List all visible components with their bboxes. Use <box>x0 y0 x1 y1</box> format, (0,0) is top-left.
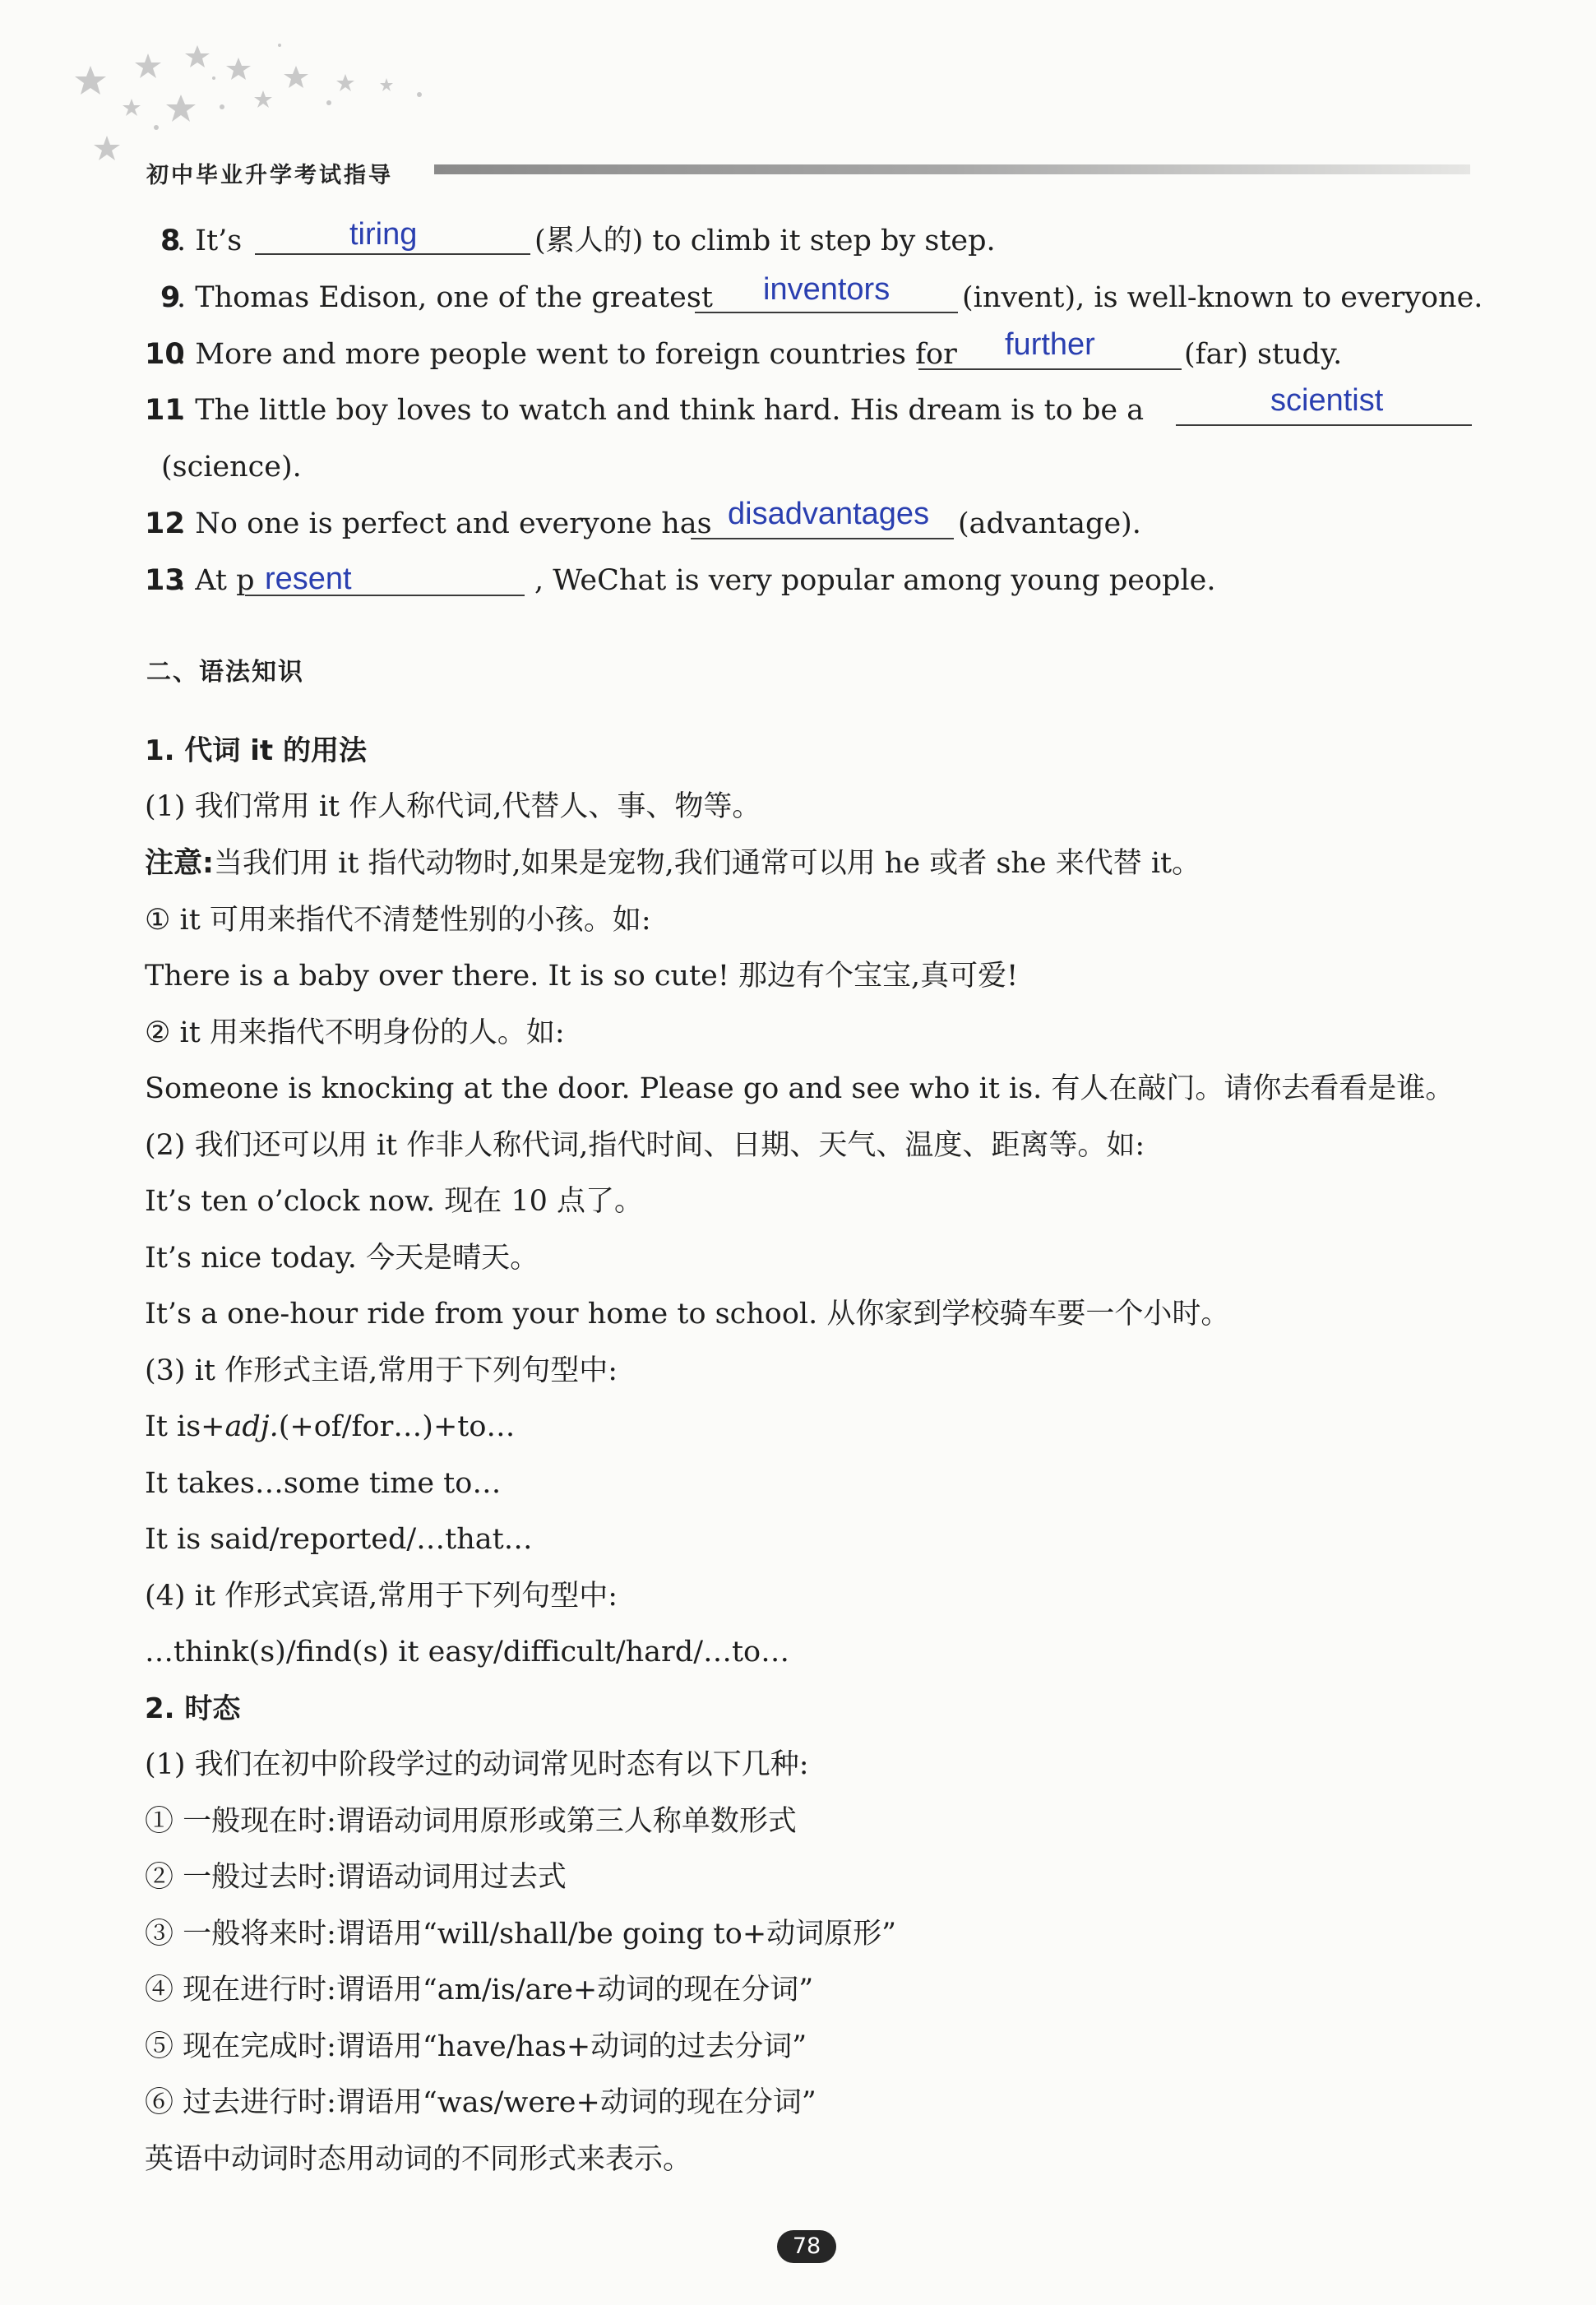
grammar-example: It’s ten o’clock now. 现在 10 点了。 <box>145 1185 644 1218</box>
exercise-number: 8 <box>160 224 181 257</box>
header-rule <box>434 164 1470 174</box>
page-number: 78 <box>777 2230 836 2263</box>
stars-decoration-icon <box>58 29 452 169</box>
pattern-part: adj. <box>224 1410 279 1443</box>
grammar-line: (1) 我们在初中阶段学过的动词常见时态有以下几种: <box>145 1748 809 1781</box>
exercise-text: (far) study. <box>1184 338 1343 371</box>
exercise-text: (累人的) to climb it step by step. <box>534 224 996 257</box>
exercise-number: 11 <box>145 394 185 427</box>
grammar-example: It’s a one-hour ride from your home to school. 从你家到学校骑车要一个小时。 <box>145 1298 1230 1331</box>
note-line <box>145 849 1200 878</box>
exercise-number: 9 <box>160 281 181 314</box>
exercise-text: . It’s <box>177 224 243 257</box>
exercise-text: (science). <box>161 451 302 484</box>
exercise-text: (invent), is well-known to everyone. <box>962 281 1483 314</box>
grammar-example: It’s nice today. 今天是晴天。 <box>145 1242 539 1275</box>
exercise-text: . At p <box>177 564 255 597</box>
handwritten-answer: inventors <box>763 272 891 307</box>
tense-item: ① 一般现在时:谓语动词用原形或第三人称单数形式 <box>145 1805 797 1838</box>
note-label: 注意: <box>145 847 214 880</box>
handwritten-answer: further <box>1005 327 1095 362</box>
handwritten-answer: tiring <box>349 217 418 252</box>
exercise-text: . More and more people went to foreign countries for <box>177 338 957 371</box>
grammar-heading-2: 2. 时态 <box>145 1692 241 1725</box>
handwritten-answer: scientist <box>1270 383 1384 418</box>
grammar-example: Someone is knocking at the door. Please go and see who it is. 有人在敲门。请你去看看是谁。 <box>145 1072 1455 1105</box>
sentence-pattern: It is said/reported/…that… <box>145 1523 533 1556</box>
grammar-line: (1) 我们常用 it 作人称代词,代替人、事、物等。 <box>145 790 761 823</box>
note-text: 当我们用 it 指代动物时,如果是宠物,我们通常可以用 he 或者 she 来代替 it。 <box>214 847 1201 880</box>
sentence-pattern <box>145 1410 516 1443</box>
grammar-line: (2) 我们还可以用 it 作非人称代词,指代时间、日期、天气、温度、距离等。如: <box>145 1129 1145 1162</box>
exercise-number: 12 <box>145 507 185 540</box>
grammar-line: (3) it 作形式主语,常用于下列句型中: <box>145 1354 618 1387</box>
exercise-text: . The little boy loves to watch and think hard. His dream is to be a <box>177 396 1145 425</box>
tense-item: ④ 现在进行时:谓语用“am/is/are+动词的现在分词” <box>145 1974 814 2006</box>
sentence-pattern: It takes…some time to… <box>145 1467 502 1500</box>
tense-item: ⑤ 现在完成时:谓语用“have/has+动词的过去分词” <box>145 2030 807 2063</box>
pattern-part: It is+ <box>145 1410 225 1443</box>
grammar-line: 英语中动词时态用动词的不同形式来表示。 <box>145 2143 692 2176</box>
book-title: 初中毕业升学考试指导 <box>146 163 393 188</box>
pattern-part: (+of/for…)+to… <box>278 1410 516 1443</box>
tense-item: ③ 一般将来时:谓语用“will/shall/be going to+动词原形” <box>145 1918 897 1951</box>
exercise-text: , WeChat is very popular among young people. <box>534 564 1216 597</box>
exercise-text: . Thomas Edison, one of the greatest <box>177 281 713 314</box>
exercise-text: . No one is perfect and everyone has <box>177 507 712 540</box>
section-title: 二、语法知识 <box>146 658 304 687</box>
grammar-example: There is a baby over there. It is so cute! 那边有个宝宝,真可爱! <box>145 960 1019 993</box>
exercise-text: (advantage). <box>958 507 1141 540</box>
exercise-number: 10 <box>145 338 185 371</box>
tense-item: ⑥ 过去进行时:谓语用“was/were+动词的现在分词” <box>145 2086 817 2119</box>
grammar-heading-1: 1. 代词 it 的用法 <box>145 734 367 767</box>
handwritten-answer: resent <box>265 562 352 596</box>
grammar-line: (4) it 作形式宾语,常用于下列句型中: <box>145 1580 618 1613</box>
grammar-line: ② it 用来指代不明身份的人。如: <box>145 1016 565 1049</box>
handwritten-answer: disadvantages <box>728 497 930 531</box>
tense-item: ② 一般过去时:谓语动词用过去式 <box>145 1861 567 1894</box>
grammar-line: ① it 可用来指代不清楚性别的小孩。如: <box>145 904 651 937</box>
exercise-number: 13 <box>145 564 185 597</box>
sentence-pattern: …think(s)/find(s) it easy/difficult/hard/…to… <box>145 1636 790 1669</box>
